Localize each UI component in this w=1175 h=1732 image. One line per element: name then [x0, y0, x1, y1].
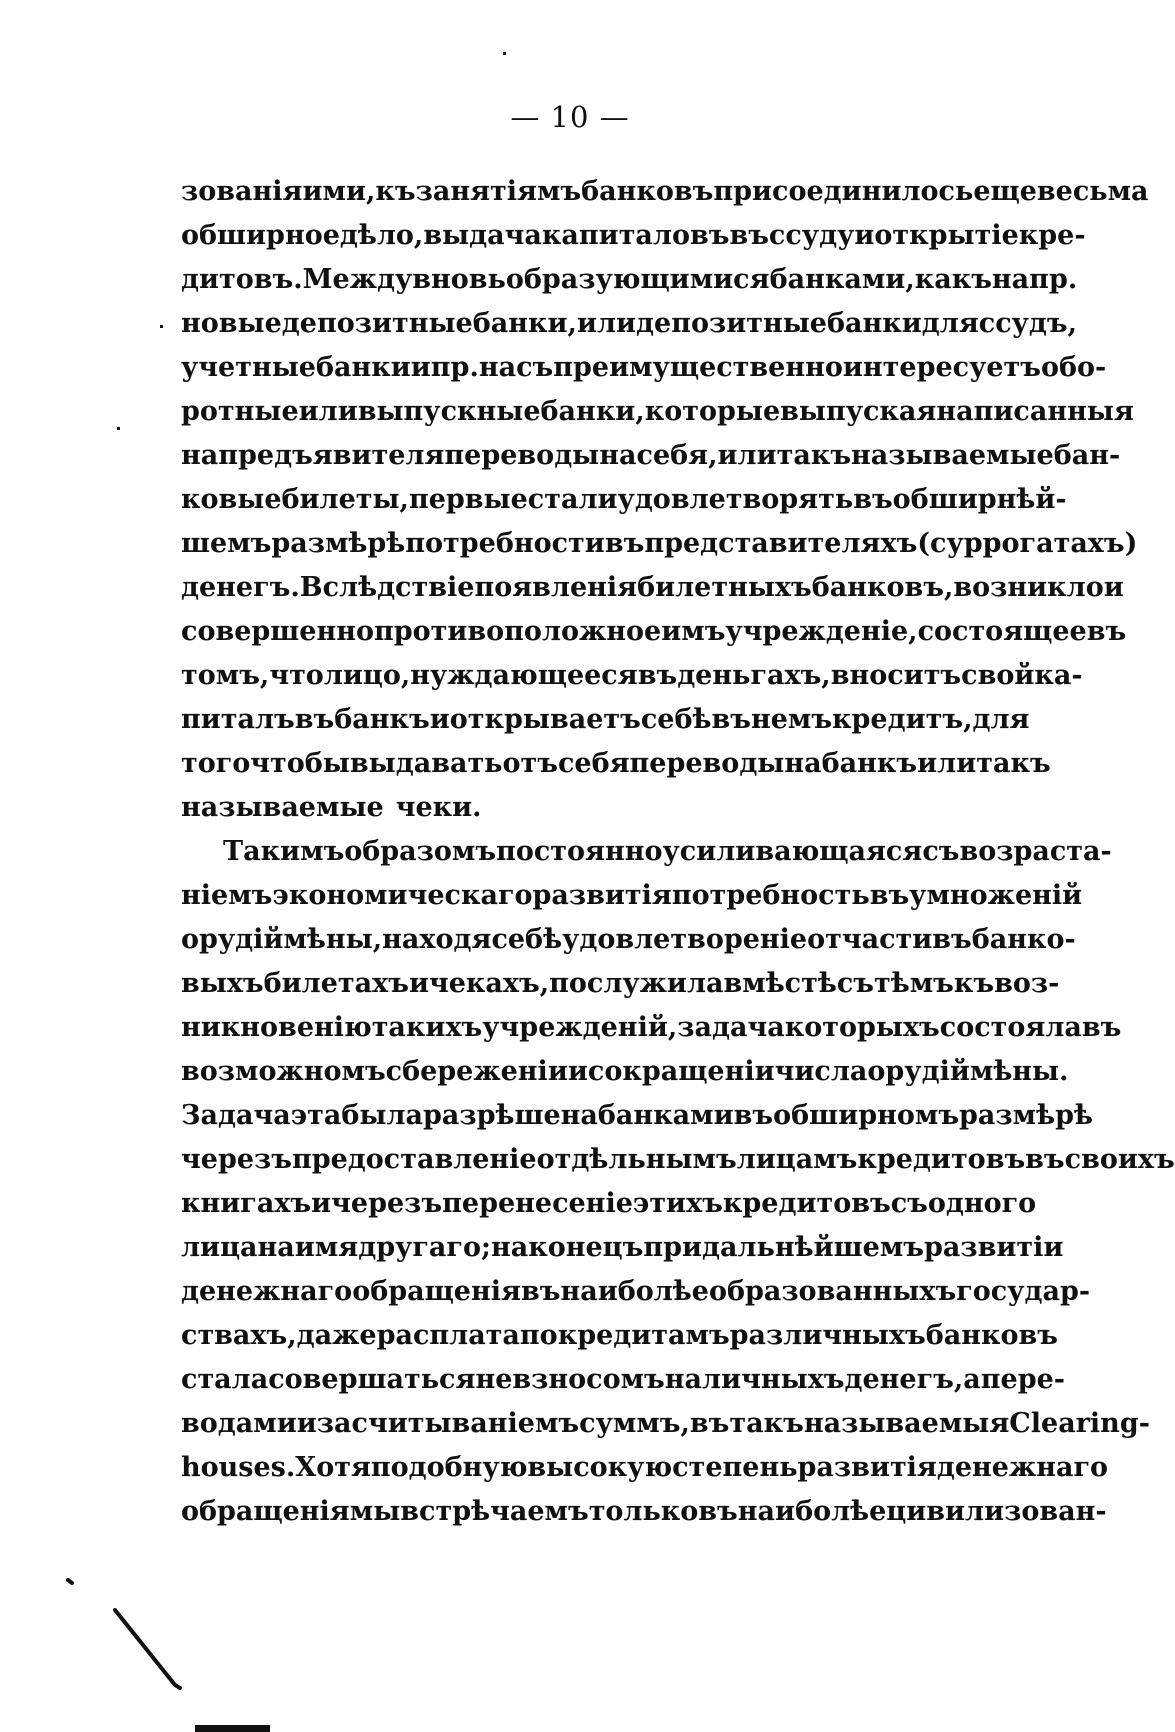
text-line: того чтобы выдавать отъ себя переводы на банкъ или такъ [181, 748, 1051, 779]
text-line: Задача эта была разрѣшена банками въ обширномъ размѣрѣ [181, 1100, 1093, 1131]
text-line: Такимъ образомъ постоянно усиливающаяся съ возраста- [223, 836, 1112, 867]
scan-artifact [60, 1570, 200, 1710]
text-line: лица на имя другаго; наконецъ при дальнѣйшемъ развитіи [181, 1232, 1064, 1263]
text-line: обращенія мы встрѣчаемъ только въ наиболѣе цивилизован- [181, 1496, 1107, 1527]
text-line: ковые билеты, первые стали удовлетворять въ обширнѣй- [181, 484, 1067, 515]
text-line: шемъ размѣрѣ потребности въ представителяхъ (суррогатахъ) [181, 528, 1138, 559]
text-line: обширное дѣло, выдача капиталовъ въ ссуду и открытіе кре- [181, 220, 1086, 251]
text-line: никновенію такихъ учрежденій, задача которыхъ состояла въ [181, 1012, 1122, 1043]
text-line: на предъявителя переводы на себя, или такъ называемые бан- [181, 440, 1121, 471]
text-line: черезъ предоставленіе отдѣльнымъ лицамъ кредитовъ въ своихъ [181, 1144, 1175, 1175]
scan-artifact [160, 325, 163, 328]
scan-artifact [117, 427, 120, 430]
scan-artifact [195, 1725, 270, 1732]
text-line: водами и засчитываніемъ суммъ, въ такъ называемыя Clearing- [181, 1408, 1150, 1439]
text-line: дитовъ. Между вновь образующимися банками, какъ напр. [181, 264, 1078, 295]
text-line: книгахъ и черезъ перенесеніе этихъ кредитовъ съ одного [181, 1188, 1037, 1219]
scan-artifact [503, 52, 506, 55]
text-line: зованія ими, къ занятіямъ банковъ присоединилось еще весьма [181, 176, 1149, 207]
text-line: выхъ билетахъ и чекахъ, послужила вмѣстѣ съ тѣмъ къ воз- [181, 968, 1060, 999]
text-line: ніемъ экономическаго развитія потребность въ умноженій [181, 880, 1083, 911]
text-line: стала совершаться не взносомъ наличныхъ денегъ, а пере- [181, 1364, 1065, 1395]
text-line: денегъ. Вслѣдствіе появленія билетныхъ банковъ, возникло и [181, 572, 1124, 603]
text-line: возможномъ сбереженіи и сокращеніи числа орудій мѣны. [181, 1056, 1069, 1087]
text-line: питалъ въ банкъ и открываетъ себѣ въ немъ кредитъ, для [181, 704, 1030, 735]
body-text [181, 170, 1175, 1534]
text-line: houses. Хотя подобную высокую степень развитія денежнаго [181, 1452, 1109, 1483]
text-line: орудій мѣны, находя себѣ удовлетвореніе отчасти въ банко- [181, 924, 1076, 955]
text-line: денежнаго обращенія въ наиболѣе образованныхъ государ- [181, 1276, 1091, 1307]
text-line: новые депозитные банки, или депозитные банки для ссудъ, [181, 308, 1078, 339]
text-line: томъ, что лицо, нуждающееся въ деньгахъ, вноситъ свой ка- [181, 660, 1083, 691]
page-number: — 10 — [510, 100, 630, 134]
text-line: ротные или выпускные банки, которые выпуская написанныя [181, 396, 1134, 427]
text-line: ствахъ, даже расплата по кредитамъ различныхъ банковъ [181, 1320, 1058, 1351]
text-line: учетные банки и пр. насъ преимущественно интересуетъ обо- [181, 352, 1107, 383]
text-line: совершенно противоположное имъ учрежденіе, состоящее въ [181, 616, 1127, 647]
paragraph [181, 170, 1149, 830]
paragraph [181, 830, 1175, 1534]
text-line: называемые чеки. [181, 792, 482, 823]
